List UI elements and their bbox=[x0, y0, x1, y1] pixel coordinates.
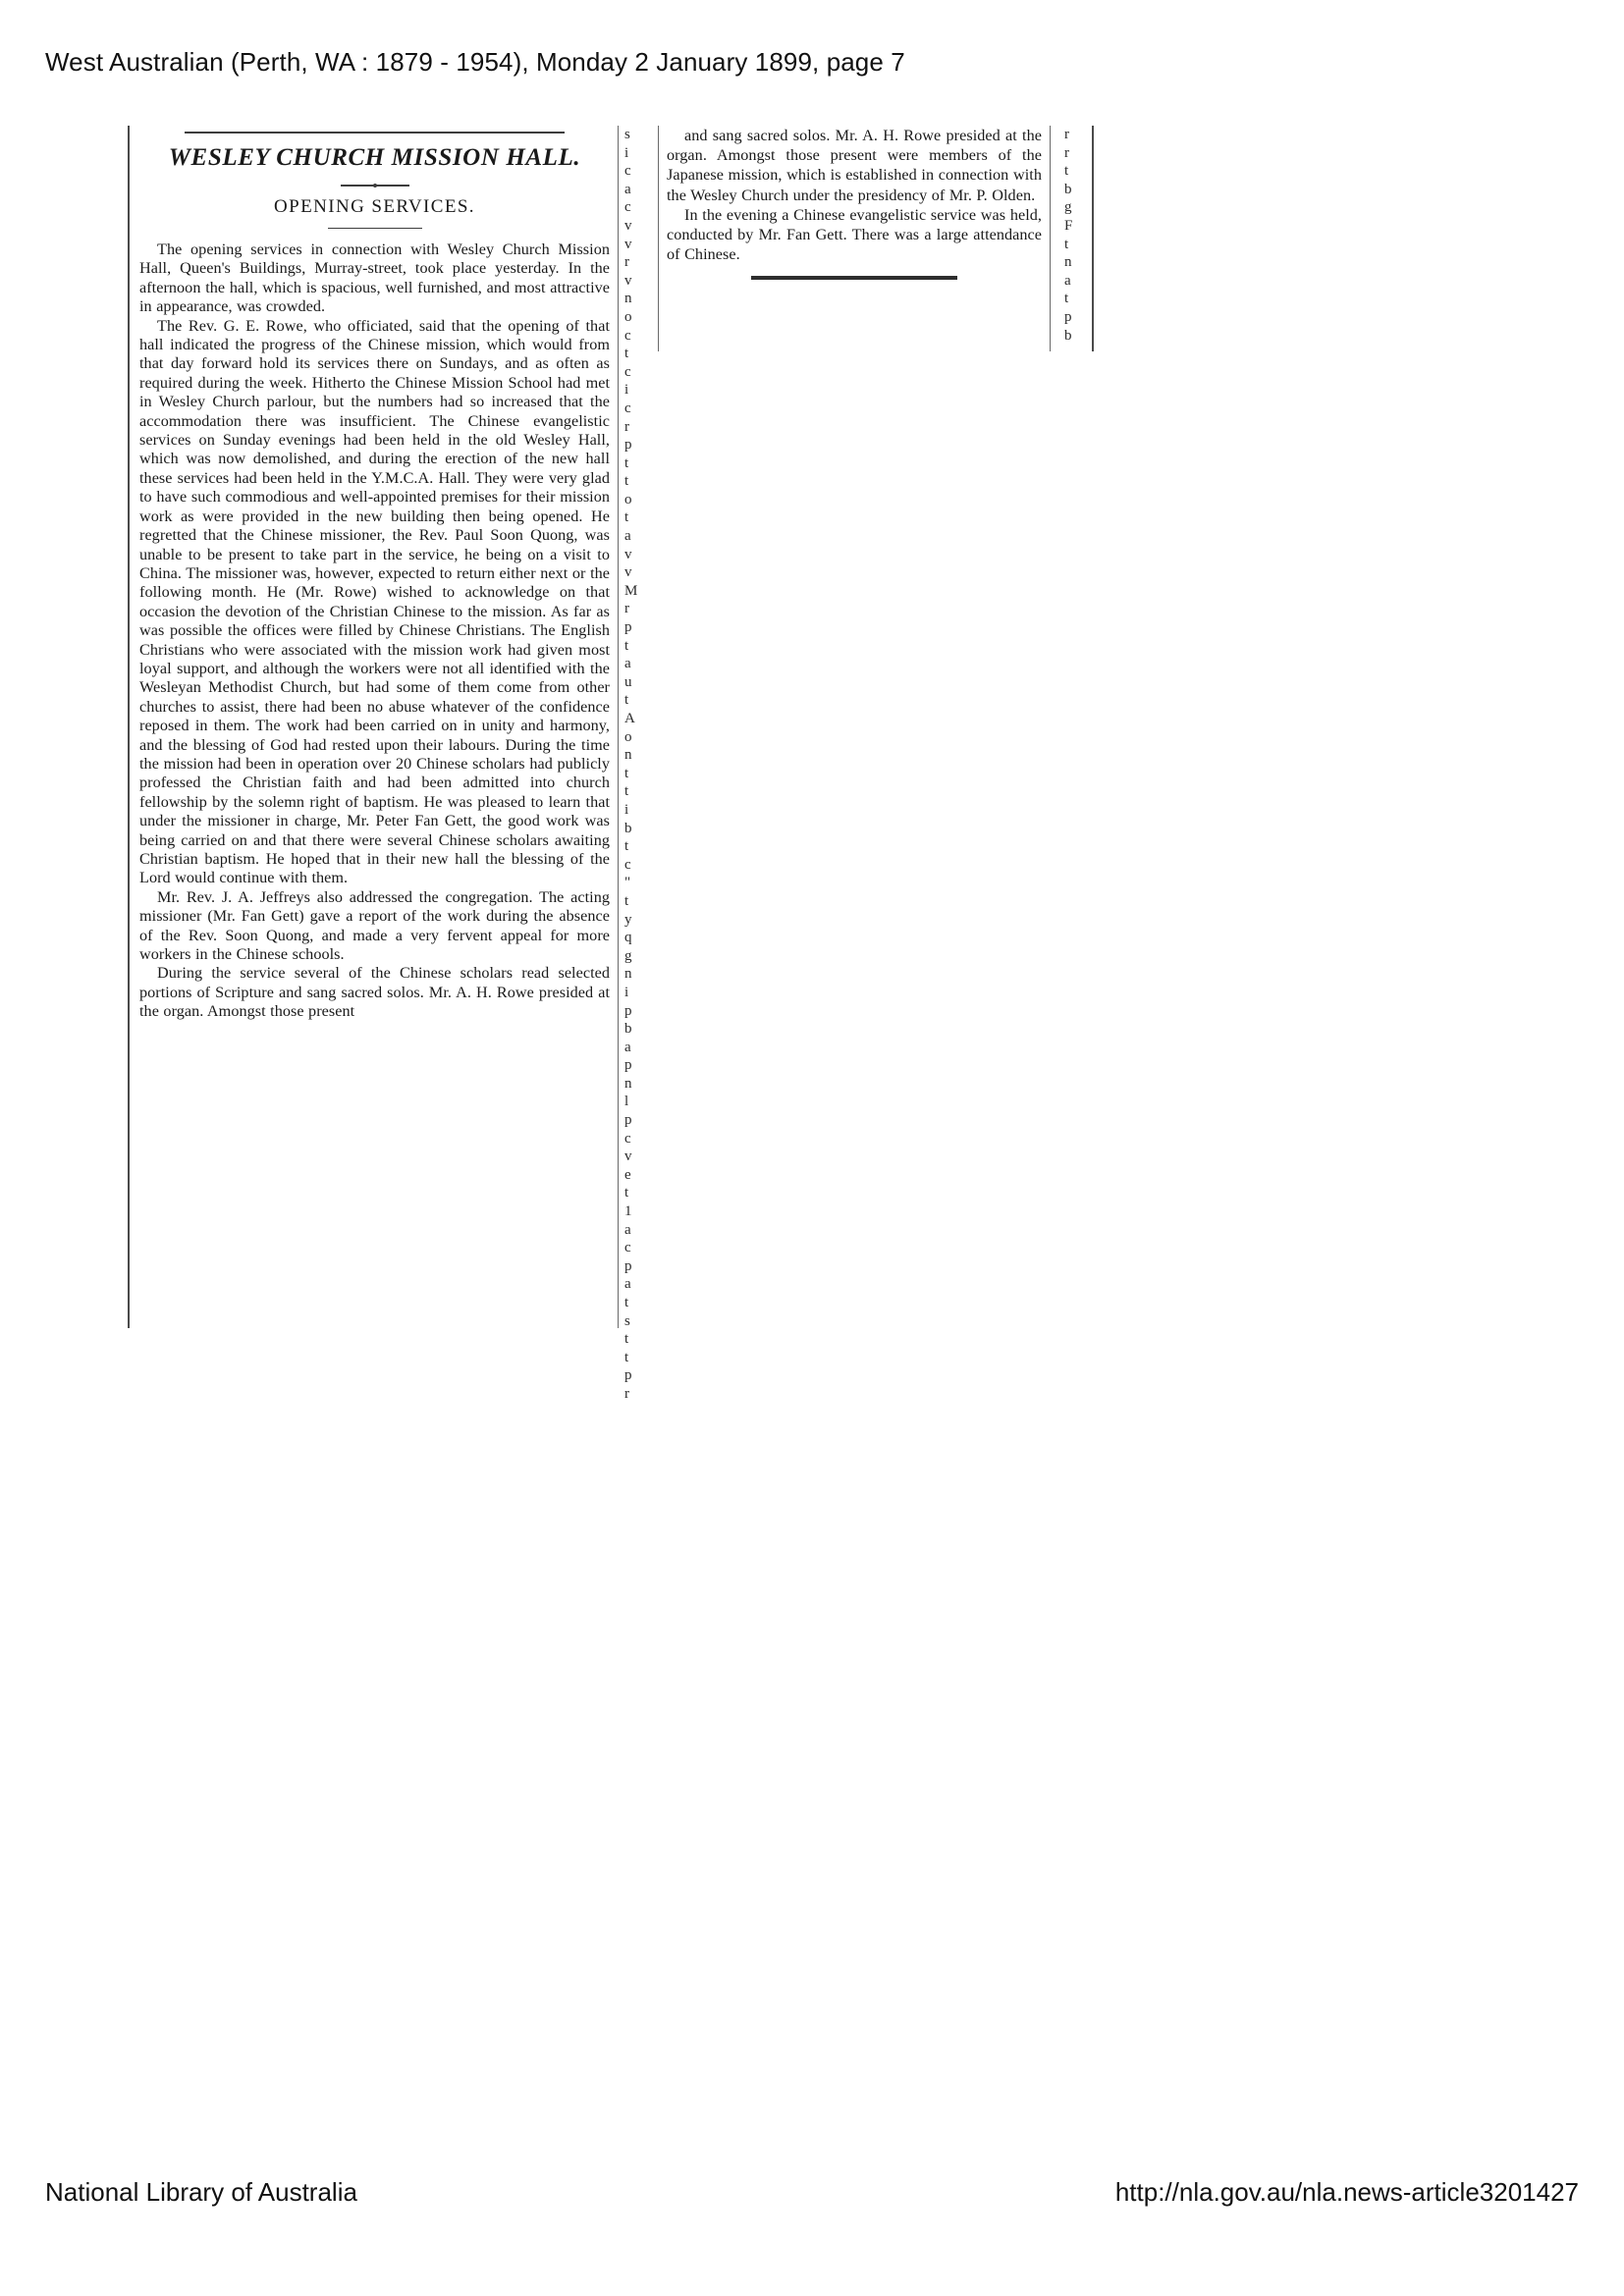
article-continuation bbox=[667, 126, 1042, 264]
article-body bbox=[139, 240, 610, 1022]
edge-fragment: t bbox=[624, 1349, 629, 1365]
edge-fragment: t bbox=[624, 783, 629, 800]
edge-fragment: i bbox=[624, 144, 629, 161]
edge-fragment: t bbox=[624, 1331, 629, 1348]
article-column-2 bbox=[658, 126, 1051, 351]
headline-divider bbox=[341, 185, 409, 187]
edge-fragment: t bbox=[624, 1295, 629, 1310]
edge-fragment: c bbox=[624, 199, 631, 216]
edge-fragment: n bbox=[624, 1075, 632, 1092]
edge-fragment: g bbox=[1064, 199, 1072, 216]
edge-fragment: p bbox=[624, 619, 632, 636]
edge-fragment: r bbox=[624, 418, 629, 435]
edge-fragment: e bbox=[624, 1166, 631, 1183]
edge-fragment: v bbox=[624, 564, 632, 581]
article-paragraph: The Rev. G. E. Rowe, who officiated, said that the opening of that hall indicated the progress of the Chinese mission, which would from that day forward hold its services there on Sundays, and as often as required during the week. Hitherto the Chinese Mission School had met in Wesley Church parlour, but the numbers had so increased that the accommodation there was insufficient. The Chinese evangelistic services on Sunday evenings had been held in the old Wesley Hall, which was now demolished, and during the erection of the new hall these services had been held in the Y.M.C.A. Hall. They were very glad to have such commodious and well-appointed premises for their mission work as were provided in the new building then being opened. He regretted that the Chinese missioner, the Rev. Paul Soon Quong, was unable to be present to take part in the service, he being on a visit to China. The missioner was, however, expected to return either next or the following month. He (Mr. Rowe) wished to acknowledge on that occasion the devotion of the Christian Chinese to the mission. As far as was possible the offices were filled by Chinese Christians. The English Christians who were associated with the mission work had given most loyal support, and although the workers were not all identified with the Wesleyan Methodist Church, but had some of them come from other churches to assist, there had been no abuse whatever of the confidence reposed in them. The work had been carried on in unity and harmony, and the blessing of God had rested upon their labours. During the time the mission had been in operation over 20 Chinese scholars had publicly professed the Christian faith and had been admitted into church fellowship by the solemn right of baptism. He was pleased to learn that under the missioner in charge, Mr. Peter Fan Gett, the good work was being carried on and that there were several Chinese scholars awaiting Christian baptism. He hoped that in their new hall the blessing of the Lord would continue with them. bbox=[139, 316, 610, 887]
edge-fragment: p bbox=[624, 1002, 632, 1019]
edge-fragment: t bbox=[624, 892, 629, 909]
edge-fragment: n bbox=[624, 966, 632, 983]
edge-fragment: r bbox=[624, 1385, 629, 1402]
edge-fragment: c bbox=[624, 400, 631, 416]
page-title: West Australian (Perth, WA : 1879 - 1954), Monday 2 January 1899, page 7 bbox=[45, 47, 905, 77]
article-column-1 bbox=[128, 126, 619, 1328]
edge-fragment: b bbox=[624, 820, 632, 836]
edge-fragment-column-right bbox=[1058, 126, 1094, 351]
edge-fragment: p bbox=[624, 1257, 632, 1274]
edge-fragment: o bbox=[624, 308, 632, 325]
article-end-rule bbox=[751, 276, 957, 280]
edge-fragment: v bbox=[624, 236, 632, 252]
article-subhead: OPENING SERVICES. bbox=[274, 196, 475, 217]
edge-fragment: l bbox=[624, 1094, 629, 1110]
edge-fragment: n bbox=[1064, 254, 1072, 271]
edge-fragment: v bbox=[624, 217, 632, 234]
edge-fragment: t bbox=[624, 692, 629, 709]
edge-fragment: i bbox=[624, 801, 629, 818]
article-paragraph: and sang sacred solos. Mr. A. H. Rowe presided at the organ. Amongst those present were members of the Japanese mission, which is established in connection with the Wesley Church under the presidency of Mr. P. Olden. bbox=[667, 127, 1042, 204]
edge-fragment: c bbox=[624, 163, 631, 180]
edge-fragment: n bbox=[624, 747, 632, 764]
edge-fragment: M bbox=[624, 582, 638, 599]
edge-fragment: t bbox=[624, 346, 629, 362]
edge-fragment: p bbox=[624, 437, 632, 454]
edge-fragment: n bbox=[624, 291, 632, 307]
edge-fragment: t bbox=[624, 473, 629, 490]
edge-fragment: c bbox=[624, 327, 631, 344]
edge-fragment: v bbox=[624, 1148, 632, 1165]
edge-fragment: b bbox=[1064, 181, 1072, 197]
edge-fragment: 1 bbox=[624, 1203, 632, 1220]
article-paragraph: In the evening a Chinese evangelistic service was held, conducted by Mr. Fan Gett. There was a large attendance of Chinese. bbox=[667, 205, 1042, 264]
article-headline: WESLEY CHURCH MISSION HALL. bbox=[168, 144, 581, 171]
edge-fragment: a bbox=[624, 1276, 631, 1293]
edge-fragment: a bbox=[624, 181, 631, 197]
edge-fragment: o bbox=[624, 728, 632, 745]
edge-fragment: t bbox=[1064, 291, 1069, 307]
edge-fragment-column-left bbox=[619, 126, 650, 1402]
edge-fragment: u bbox=[624, 673, 632, 690]
edge-fragment: s bbox=[624, 127, 630, 142]
edge-fragment: o bbox=[624, 491, 632, 507]
article-paragraph: The opening services in connection with Wesley Church Mission Hall, Queen's Buildings, Murray-street, took place yesterday. In the afternoon the hall, which is spacious, well furnished, and most attractive in appearance, was crowded. bbox=[139, 240, 610, 316]
edge-fragment: p bbox=[624, 1367, 632, 1384]
article-paragraph: Mr. Rev. J. A. Jeffreys also addressed the congregation. The acting missioner (Mr. Fan Gett) gave a report of the work during the absence of the Rev. Soon Quong, and made a very fervent appeal for more workers in the Chinese schools. bbox=[139, 887, 610, 964]
edge-fragment: p bbox=[624, 1112, 632, 1129]
footer-article-url: http://nla.gov.au/nla.news-article3201427 bbox=[1114, 2177, 1579, 2207]
edge-fragment: q bbox=[624, 930, 632, 946]
edge-fragment: a bbox=[1064, 272, 1071, 289]
edge-fragment: c bbox=[624, 856, 631, 873]
edge-fragment: " bbox=[624, 875, 631, 891]
edge-fragment: v bbox=[624, 546, 632, 562]
article-paragraph: During the service several of the Chinese scholars read selected portions of Scripture and sang sacred solos. Mr. A. H. Rowe presided at the organ. Amongst those present bbox=[139, 964, 610, 1021]
edge-fragment: t bbox=[624, 637, 629, 654]
edge-fragment: b bbox=[624, 1021, 632, 1038]
edge-fragment: a bbox=[624, 1221, 631, 1238]
subhead-divider bbox=[328, 228, 422, 229]
edge-fragment: r bbox=[624, 601, 629, 617]
edge-fragment: t bbox=[624, 509, 629, 526]
edge-fragment: t bbox=[624, 454, 629, 471]
newspaper-clipping bbox=[128, 126, 1198, 1402]
edge-fragment: c bbox=[624, 1240, 631, 1256]
edge-fragment: F bbox=[1064, 217, 1073, 234]
edge-fragment: g bbox=[624, 947, 632, 964]
edge-fragment: t bbox=[624, 765, 629, 781]
edge-fragment: t bbox=[624, 1185, 629, 1201]
edge-fragment: s bbox=[624, 1312, 630, 1329]
edge-fragment: A bbox=[624, 711, 635, 726]
edge-fragment: t bbox=[1064, 236, 1069, 252]
edge-fragment: b bbox=[1064, 327, 1072, 344]
edge-fragment: y bbox=[624, 911, 632, 928]
footer-library-name: National Library of Australia bbox=[45, 2177, 357, 2207]
edge-fragment: t bbox=[1064, 163, 1069, 180]
edge-fragment: r bbox=[1064, 144, 1069, 161]
edge-fragment: c bbox=[624, 1130, 631, 1147]
edge-fragment: p bbox=[624, 1057, 632, 1074]
edge-fragment: r bbox=[624, 254, 629, 271]
edge-fragment: r bbox=[1064, 127, 1069, 142]
edge-fragment: a bbox=[624, 528, 631, 545]
edge-fragment: a bbox=[624, 656, 631, 672]
edge-fragment: a bbox=[624, 1039, 631, 1055]
edge-fragment: c bbox=[624, 363, 631, 380]
top-rule bbox=[185, 132, 565, 133]
edge-fragment: t bbox=[624, 838, 629, 855]
edge-fragment: v bbox=[624, 272, 632, 289]
edge-fragment: p bbox=[1064, 308, 1072, 325]
edge-fragment: i bbox=[624, 984, 629, 1000]
edge-fragment: i bbox=[624, 382, 629, 399]
